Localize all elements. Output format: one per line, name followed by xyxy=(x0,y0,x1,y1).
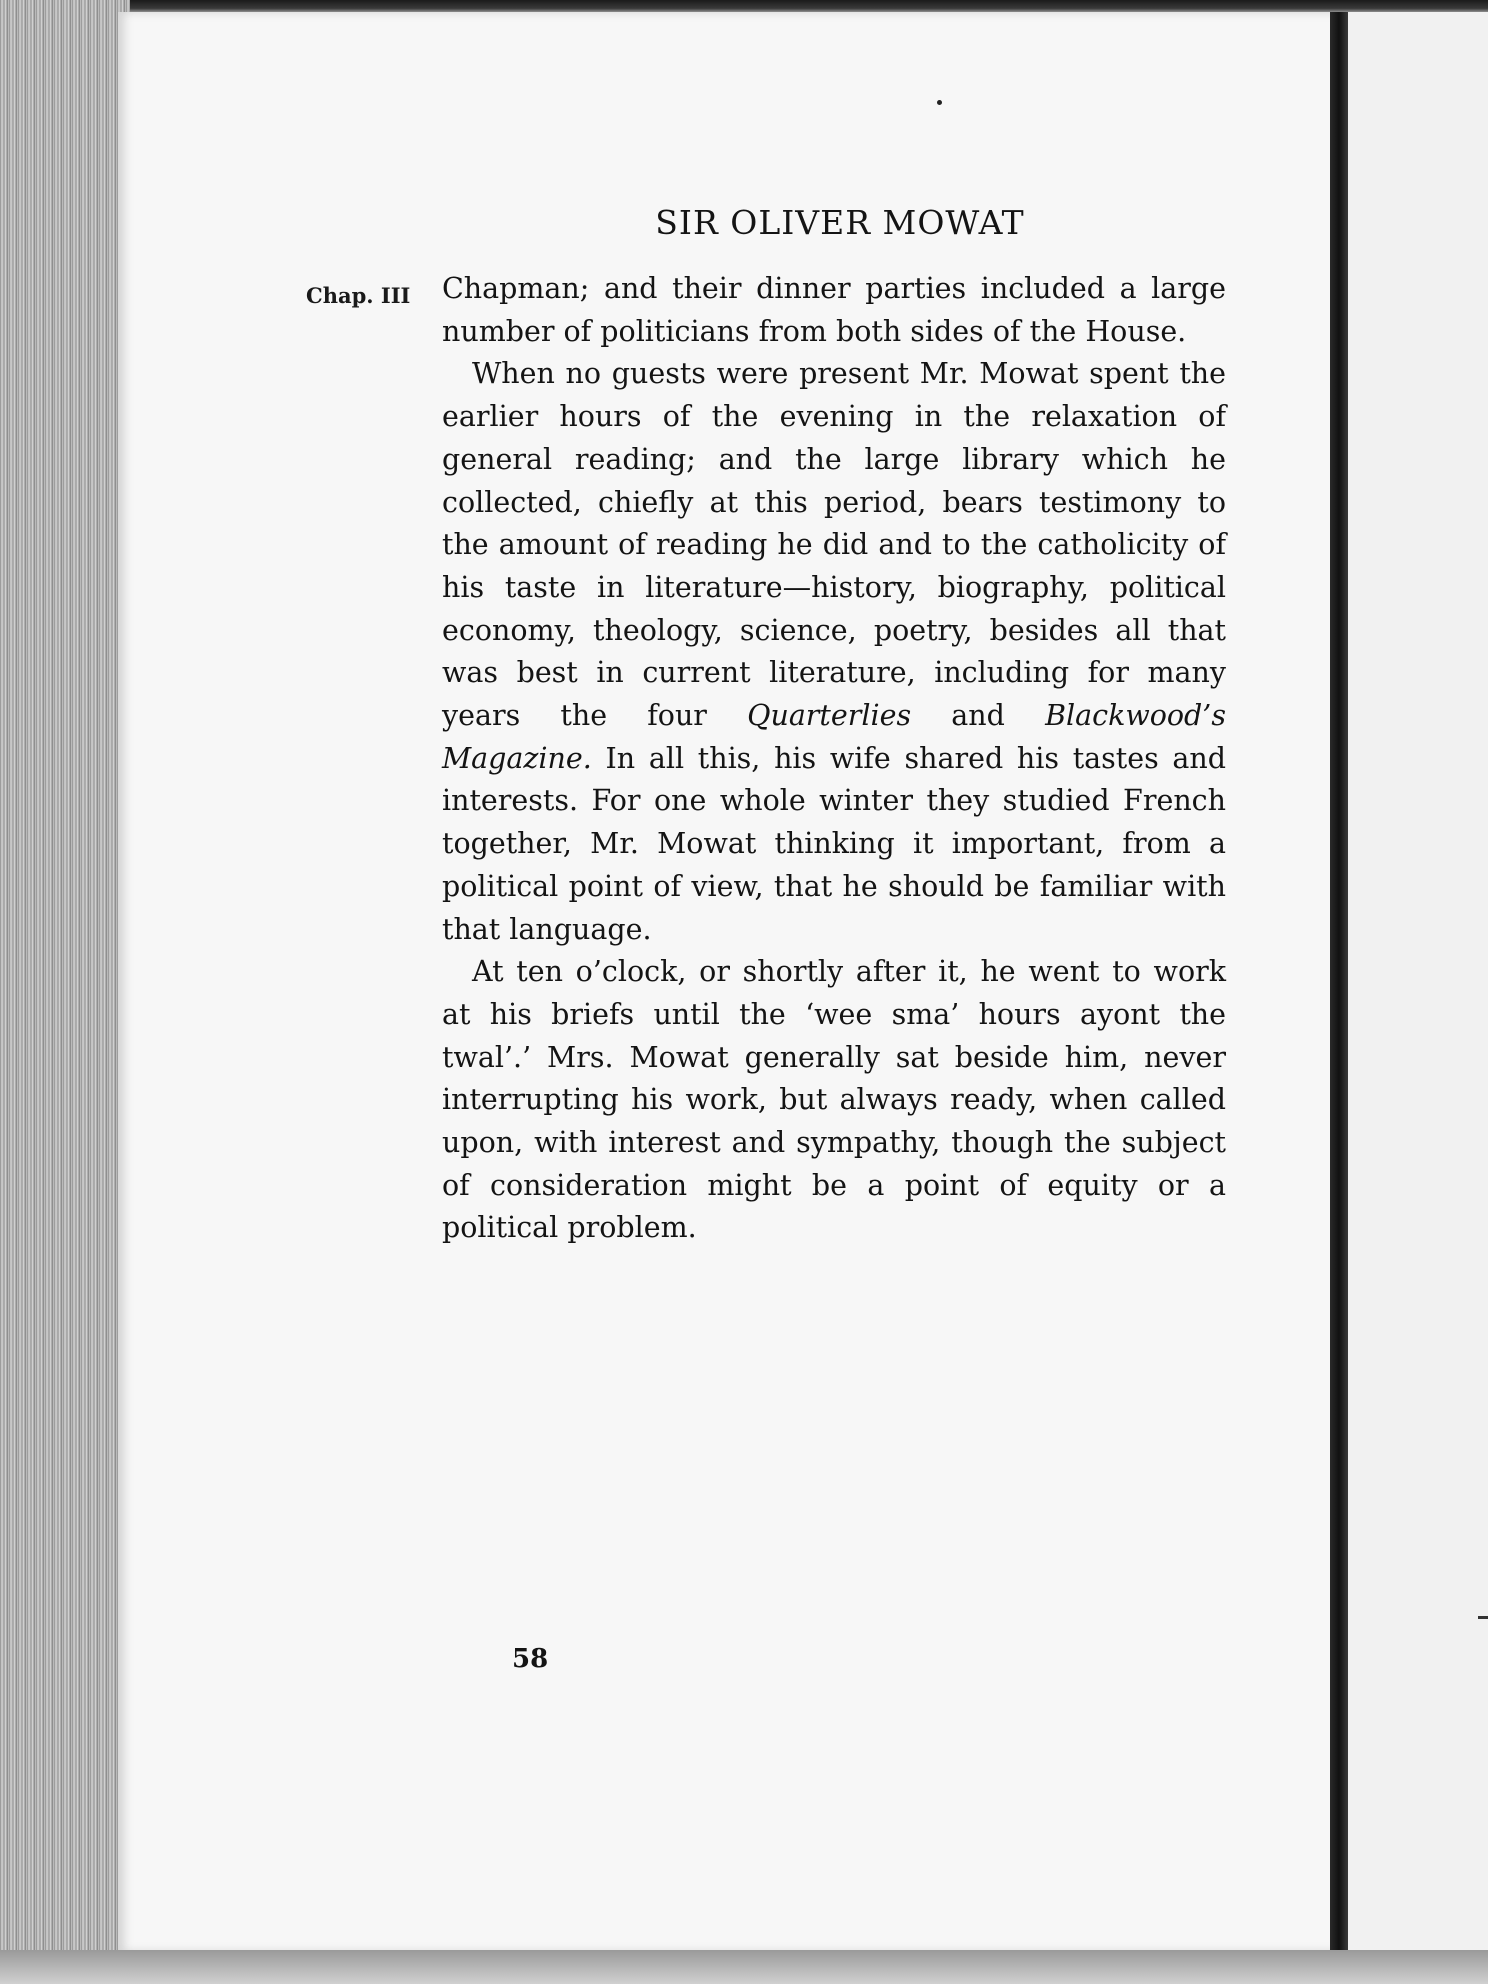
paragraph-text: When no guests were present Mr. Mowat spent the earlier hours of the evening in the relaxation of general reading; and the large library which he collected, chiefly at this period, bears testimony to the amount of reading he did and to the catholicity of his taste in literature—history, biography, political economy, theology, science, poetry, besides all that was best in current literature, including for many years the four xyxy=(442,357,1226,733)
italic-text: Quarterlies xyxy=(747,699,912,733)
paragraph-p2 xyxy=(442,353,1226,951)
paragraph-text: Chapman; and their dinner parties included a large number of politicians from both sides of the House. xyxy=(442,272,1226,348)
paragraph-p3 xyxy=(442,951,1226,1250)
paragraph-p1 xyxy=(442,268,1226,353)
page-number: 58 xyxy=(512,1644,549,1674)
chapter-marker: Chap. III xyxy=(306,283,411,308)
facing-page-edge xyxy=(1348,12,1488,1952)
margin-mark xyxy=(1478,1616,1488,1619)
book-gutter xyxy=(1330,12,1348,1952)
running-head: SIR OLIVER MOWAT xyxy=(655,203,1025,242)
book-page-edges xyxy=(0,0,130,1984)
body-text xyxy=(442,268,1226,1250)
ink-speck xyxy=(937,100,942,105)
italic-text: Blackwood’s Magazine. xyxy=(442,699,1226,775)
paragraph-text: and xyxy=(911,699,1046,733)
paragraph-text: In all this, his wife shared his tastes and interests. For one whole winter they studied French together, Mr. Mowat thinking it important, from a political point of view, that he should be familiar with that language. xyxy=(442,741,1226,946)
paragraph-text: At ten o’clock, or shortly after it, he went to work at his briefs until the ‘wee sma’ hours ayont the twal’.’ Mrs. Mowat generally sat beside him, never interrupting his work, but always ready, when called upon, with interest and sympathy, though the subject of consideration might be a point of equity or a political problem. xyxy=(442,955,1226,1245)
bottom-border xyxy=(0,1950,1488,1984)
